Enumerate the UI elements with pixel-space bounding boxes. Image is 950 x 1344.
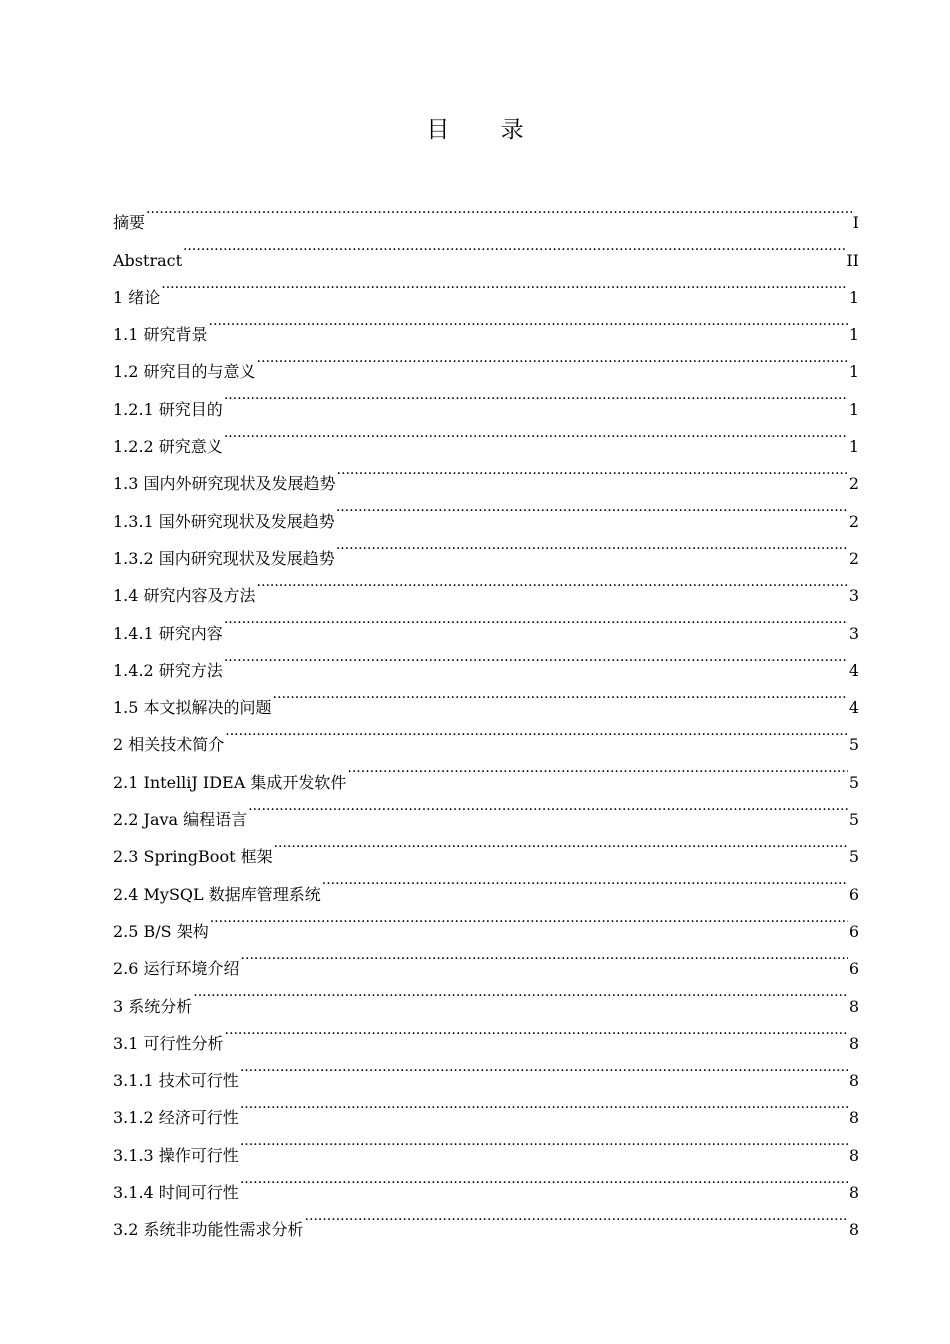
toc-entry[interactable] — [113, 340, 859, 382]
toc-entry-label: 1.2.2 研究意义 — [113, 437, 223, 457]
toc-dot-leader — [248, 788, 848, 825]
toc-entry[interactable] — [113, 303, 859, 345]
toc-entry[interactable] — [113, 676, 859, 718]
toc-entry-page-number: 8 — [848, 1220, 859, 1240]
toc-entry-label: 3.1.1 技术可行性 — [113, 1071, 239, 1091]
page-title: 目 录 — [426, 117, 546, 143]
toc-entry-page-number: 6 — [848, 959, 859, 979]
toc-entry-label: 摘要 — [113, 213, 146, 233]
toc-dot-leader — [224, 377, 848, 414]
toc-entry-page-number: 1 — [848, 437, 859, 457]
toc-entry-page-number: 4 — [848, 660, 859, 680]
toc-entry[interactable] — [113, 452, 859, 494]
toc-entry-page-number: 8 — [848, 1108, 859, 1128]
toc-dot-leader — [305, 1198, 848, 1235]
toc-entry-label: 2.5 B/S 架构 — [113, 921, 209, 941]
toc-entry-page-number: II — [846, 250, 859, 270]
toc-entry-page-number: 8 — [848, 1033, 859, 1053]
toc-entry-label: 1.4.2 研究方法 — [113, 660, 223, 680]
toc-dot-leader — [240, 1123, 848, 1160]
toc-entry[interactable] — [113, 974, 859, 1016]
toc-dot-leader — [224, 639, 848, 676]
toc-entry-label: 2.1 IntelliJ IDEA 集成开发软件 — [113, 772, 347, 792]
toc-dot-leader — [183, 228, 845, 265]
toc-entry[interactable] — [113, 377, 859, 419]
toc-entry-page-number: 5 — [848, 810, 859, 830]
toc-dot-leader — [193, 974, 848, 1011]
toc-entry-label: 1.3.1 国外研究现状及发展趋势 — [113, 511, 335, 531]
toc-entry-label: 2.3 SpringBoot 框架 — [113, 847, 273, 867]
toc-dot-leader — [240, 1049, 848, 1086]
toc-entry-page-number: 1 — [848, 399, 859, 419]
toc-dot-leader — [347, 750, 847, 787]
toc-entry-label: 3.1 可行性分析 — [113, 1033, 224, 1053]
toc-entry-page-number: 2 — [848, 511, 859, 531]
toc-entry-label: 1.3 国内外研究现状及发展趋势 — [113, 474, 336, 494]
toc-entry-page-number: 3 — [848, 586, 859, 606]
toc-entry-page-number: 1 — [848, 362, 859, 382]
toc-entry-page-number: 8 — [848, 1145, 859, 1165]
toc-entry-page-number: 3 — [848, 623, 859, 643]
toc-dot-leader — [225, 1012, 848, 1049]
toc-entry-page-number: 4 — [848, 698, 859, 718]
toc-dot-leader — [146, 191, 852, 228]
toc-entry-page-number: 1 — [848, 287, 859, 307]
toc-entry-page-number: 1 — [848, 325, 859, 345]
toc-entry[interactable] — [113, 937, 859, 979]
toc-entry[interactable] — [113, 266, 859, 307]
toc-entry-page-number: 6 — [848, 884, 859, 904]
toc-entry-page-number: 5 — [848, 847, 859, 867]
toc-entry-page-number: 8 — [848, 996, 859, 1016]
toc-entry-label: 1.4.1 研究内容 — [113, 623, 223, 643]
toc-entry-label: 1.4 研究内容及方法 — [113, 586, 256, 606]
toc-entry-label: 2.2 Java 编程语言 — [113, 810, 248, 830]
toc-entry-label: 1.5 本文拟解决的问题 — [113, 698, 272, 718]
toc-dot-leader — [322, 862, 848, 899]
toc-dot-leader — [336, 527, 848, 564]
toc-dot-leader — [274, 825, 848, 862]
toc-entry-page-number: 2 — [848, 474, 859, 494]
toc-entry-label: 1.2.1 研究目的 — [113, 399, 223, 419]
toc-dot-leader — [240, 1161, 848, 1198]
toc-dot-leader — [257, 564, 848, 601]
toc-dot-leader — [209, 303, 848, 340]
toc-entry[interactable] — [113, 639, 859, 680]
toc-dot-leader — [273, 676, 848, 713]
toc-entry-label: 3 系统分析 — [113, 996, 193, 1016]
toc-dot-leader — [225, 713, 848, 750]
toc-entry[interactable] — [113, 1049, 859, 1091]
toc-dot-leader — [240, 1086, 848, 1123]
toc-dot-leader — [336, 489, 848, 526]
toc-entry-label: 2.6 运行环境介绍 — [113, 959, 240, 979]
toc-entry-label: 1.2 研究目的与意义 — [113, 362, 256, 382]
toc-entry[interactable] — [113, 713, 859, 755]
toc-dot-leader — [337, 452, 848, 489]
toc-dot-leader — [161, 266, 848, 303]
toc-entry-label: 3.1.4 时间可行性 — [113, 1183, 239, 1203]
toc-entry[interactable] — [113, 415, 859, 457]
toc-dot-leader — [210, 900, 848, 937]
toc-entry-label: 1 绪论 — [113, 287, 161, 307]
table-of-contents — [113, 191, 859, 1240]
toc-entry-page-number: 8 — [848, 1183, 859, 1203]
toc-entry-page-number: 8 — [848, 1071, 859, 1091]
toc-entry-label: 1.3.2 国内研究现状及发展趋势 — [113, 548, 335, 568]
toc-entry[interactable] — [113, 601, 859, 643]
toc-entry-label: 3.1.2 经济可行性 — [113, 1108, 239, 1128]
toc-entry[interactable] — [113, 228, 859, 270]
toc-entry-page-number: I — [852, 213, 859, 233]
toc-dot-leader — [257, 340, 848, 377]
toc-entry-label: 3.2 系统非功能性需求分析 — [113, 1220, 304, 1240]
toc-dot-leader — [224, 601, 848, 638]
toc-dot-leader — [241, 937, 848, 974]
toc-entry-page-number: 5 — [848, 735, 859, 755]
toc-entry-label: 3.1.3 操作可行性 — [113, 1145, 239, 1165]
toc-entry-page-number: 2 — [848, 548, 859, 568]
toc-entry-label: 2.4 MySQL 数据库管理系统 — [113, 884, 321, 904]
toc-entry[interactable] — [113, 1012, 859, 1053]
toc-entry[interactable] — [113, 900, 859, 941]
toc-dot-leader — [224, 415, 848, 452]
toc-entry-page-number: 5 — [848, 772, 859, 792]
toc-entry-page-number: 6 — [848, 921, 859, 941]
toc-entry-label: Abstract — [113, 250, 183, 270]
toc-entry[interactable] — [113, 191, 859, 233]
toc-entry-label: 1.1 研究背景 — [113, 325, 208, 345]
toc-entry-label: 2 相关技术简介 — [113, 735, 225, 755]
